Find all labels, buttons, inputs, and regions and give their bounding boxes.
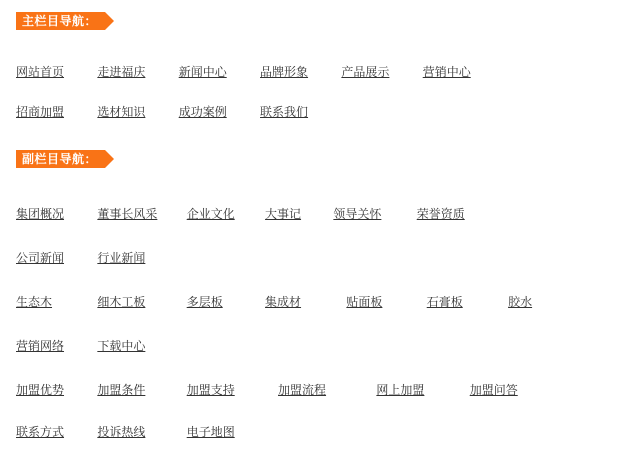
secondary-nav-row-3 xyxy=(16,280,610,324)
primary-nav-header xyxy=(16,12,606,30)
secondary-nav-header xyxy=(16,150,610,168)
nav-link-brand[interactable]: 品牌形象 xyxy=(260,65,309,79)
sub-link-franchise-conditions[interactable]: 加盟条件 xyxy=(97,383,146,397)
nav-link-home[interactable]: 网站首页 xyxy=(16,65,65,79)
primary-nav-section xyxy=(16,12,606,132)
secondary-nav-row-1 xyxy=(16,192,610,236)
sub-link-blockboard[interactable]: 细木工板 xyxy=(97,295,146,309)
primary-nav-row-1 xyxy=(16,52,606,92)
sub-link-franchise-faq[interactable]: 加盟问答 xyxy=(469,383,518,397)
secondary-nav-links xyxy=(16,192,610,452)
sub-link-gypsum-board[interactable]: 石膏板 xyxy=(426,295,463,309)
sub-link-honors[interactable]: 荣誉资质 xyxy=(416,207,465,221)
nav-link-about[interactable]: 走进福庆 xyxy=(97,65,146,79)
sub-link-milestones[interactable]: 大事记 xyxy=(265,207,302,221)
sub-link-complaint-hotline[interactable]: 投诉热线 xyxy=(97,425,146,439)
sub-link-sales-network[interactable]: 营销网络 xyxy=(16,339,65,353)
secondary-nav-section xyxy=(16,150,610,452)
sub-link-contact-info[interactable]: 联系方式 xyxy=(16,425,65,439)
primary-nav-row-2 xyxy=(16,92,606,132)
nav-link-products[interactable]: 产品展示 xyxy=(341,65,390,79)
primary-nav-badge: 主栏目导航： xyxy=(16,12,105,30)
secondary-nav-row-5 xyxy=(16,368,610,412)
sub-link-plywood[interactable]: 多层板 xyxy=(186,295,223,309)
nav-link-cases[interactable]: 成功案例 xyxy=(178,105,227,119)
sub-link-culture[interactable]: 企业文化 xyxy=(186,207,235,221)
secondary-nav-row-2 xyxy=(16,236,610,280)
sub-link-chairman[interactable]: 董事长风采 xyxy=(97,207,158,221)
nav-link-contact[interactable]: 联系我们 xyxy=(260,105,309,119)
sub-link-map[interactable]: 电子地图 xyxy=(186,425,235,439)
sub-link-online-franchise[interactable]: 网上加盟 xyxy=(376,383,425,397)
primary-nav-links xyxy=(16,52,606,132)
nav-link-franchise[interactable]: 招商加盟 xyxy=(16,105,65,119)
sub-link-eco-wood[interactable]: 生态木 xyxy=(16,295,53,309)
nav-link-news[interactable]: 新闻中心 xyxy=(178,65,227,79)
sub-link-glue[interactable]: 胶水 xyxy=(508,295,533,309)
sub-link-franchise-process[interactable]: 加盟流程 xyxy=(278,383,327,397)
sub-link-company-news[interactable]: 公司新闻 xyxy=(16,251,65,265)
nav-link-marketing[interactable]: 营销中心 xyxy=(422,65,471,79)
sub-link-downloads[interactable]: 下载中心 xyxy=(97,339,146,353)
sub-link-franchise-support[interactable]: 加盟支持 xyxy=(186,383,235,397)
secondary-nav-row-4 xyxy=(16,324,610,368)
sub-link-industry-news[interactable]: 行业新闻 xyxy=(97,251,146,265)
secondary-nav-row-6 xyxy=(16,412,610,452)
sub-link-leadership-care[interactable]: 领导关怀 xyxy=(333,207,382,221)
sub-link-franchise-advantage[interactable]: 加盟优势 xyxy=(16,383,65,397)
nav-link-material-knowledge[interactable]: 选材知识 xyxy=(97,105,146,119)
sub-link-laminated-wood[interactable]: 集成材 xyxy=(265,295,302,309)
sub-link-veneer[interactable]: 贴面板 xyxy=(346,295,383,309)
sub-link-group-profile[interactable]: 集团概况 xyxy=(16,207,65,221)
secondary-nav-badge: 副栏目导航： xyxy=(16,150,105,168)
